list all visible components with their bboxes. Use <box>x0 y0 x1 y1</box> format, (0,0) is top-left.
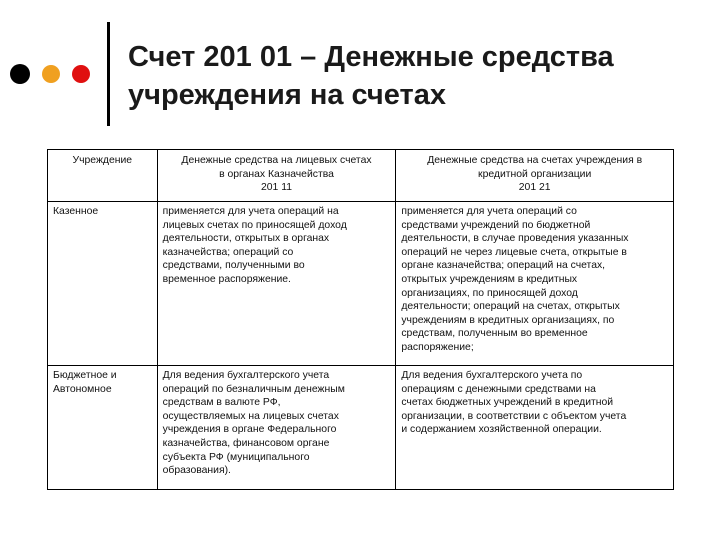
slide-title-line-2: учреждения на счетах <box>128 79 446 111</box>
header-line: кредитной организации <box>478 168 592 180</box>
cell-treasury-usage: применяется для учета операций на лицевых счетах по приносящей доход деятельности, открытых в органах казначейства; операций со средствами, полученными во временное распоряжение. <box>157 202 396 366</box>
black-dot-icon <box>10 64 30 84</box>
title-divider <box>107 22 110 126</box>
header-line: Денежные средства на счетах учреждения в <box>427 155 643 166</box>
header-line: в органах Казначейства <box>219 168 334 180</box>
header-treasury-accounts <box>157 150 396 202</box>
orange-dot-icon <box>42 65 60 83</box>
header-institution: Учреждение <box>48 150 158 202</box>
slide-title-line-1: Счет 201 01 – Денежные средства <box>128 41 614 73</box>
header-account-code: 201 11 <box>260 182 292 194</box>
cell-institution-type: Казенное <box>48 202 158 366</box>
cell-bank-usage: Для ведения бухгалтерского учета по операциям с денежными средствами на счетах бюджетных учреждений в кредитной организации, в соответствии с объектом учета и содержанием хозяйственной операции. <box>396 366 674 490</box>
header-account-code: 201 21 <box>518 182 551 194</box>
slide-title <box>128 38 708 114</box>
header-bank-accounts <box>396 150 674 202</box>
decorative-dots <box>10 64 100 84</box>
header-line: Денежные средства на лицевых счетах <box>181 155 372 166</box>
accounts-table <box>47 149 674 490</box>
cell-institution-type: Бюджетное и Автономное <box>48 366 158 490</box>
table-header-row <box>48 150 674 202</box>
table-row-budget-autonomous <box>48 366 674 490</box>
cell-bank-usage: применяется для учета операций со средствами учреждений по бюджетной деятельности, в случае проведения указанных операций не через лицевые счета, открытые в органе казначейства; операций на счетах, открытых учреждениям в кредитных организациях, по приносящей доход деятельности; операций на счетах, открытых учреждениям в кредитных организациях, по средствам, полученным во временное распоряжение; <box>396 202 674 366</box>
table-row-kazennoe <box>48 202 674 366</box>
red-dot-icon <box>72 65 90 83</box>
cell-treasury-usage: Для ведения бухгалтерского учета операций по безналичным денежным средствам в валюте РФ, осуществляемых на лицевых счетах учреждения в органе Федерального казначейства, финансовом органе субъекта РФ (муниципального образования). <box>157 366 396 490</box>
